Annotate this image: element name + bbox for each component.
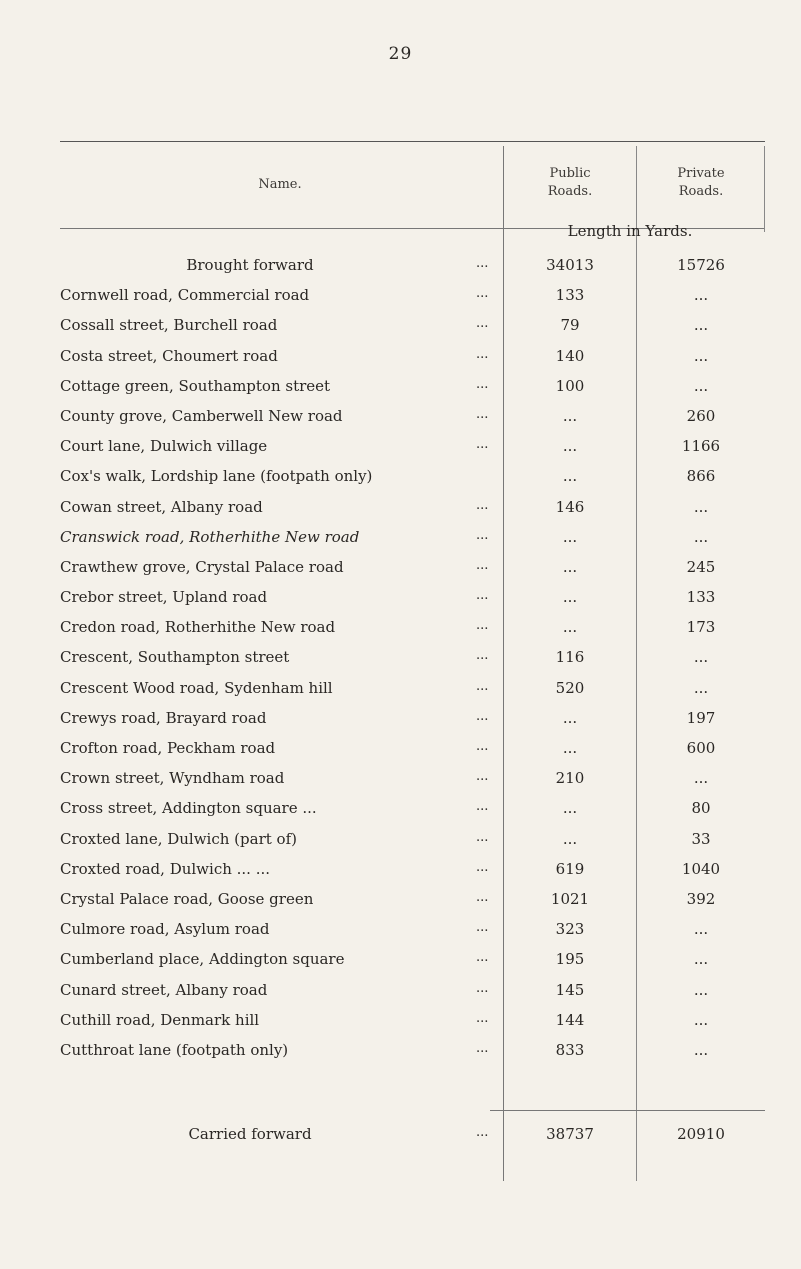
carried-forward-label: Carried forward [188, 1125, 312, 1143]
private-value: ... [693, 648, 709, 667]
table-row [0, 977, 801, 1007]
table-row [0, 946, 801, 976]
public-roads-header [505, 165, 635, 201]
road-name: Court lane, Dulwich village [60, 437, 268, 456]
private-header-line1: Private [677, 166, 725, 181]
road-name: Cossall street, Burchell road [60, 316, 278, 335]
table-row [0, 463, 801, 493]
road-name: Crofton road, Peckham road [60, 739, 276, 757]
table-row [0, 916, 801, 946]
leader-dots: ... [476, 980, 489, 996]
private-value: ... [693, 678, 709, 697]
road-name: Cumberland place, Addington square [60, 950, 345, 969]
table-row [0, 252, 801, 282]
private-value: 80 [691, 799, 711, 818]
leader-dots: ... [476, 256, 489, 271]
private-value: ... [693, 497, 709, 516]
leader-dots: ... [476, 557, 489, 573]
table-row [0, 1007, 801, 1037]
road-name: Crystal Palace road, Goose green [60, 889, 314, 908]
public-value: 210 [555, 769, 585, 788]
road-name: Cross street, Addington square ... [60, 799, 317, 818]
public-value: 116 [555, 648, 585, 667]
leader-dots: ... [476, 950, 489, 966]
road-name: Cox's walk, Lordship lane (footpath only) [60, 467, 373, 486]
road-name: Cornwell road, Commercial road [60, 286, 310, 305]
table-row [0, 373, 801, 403]
road-name: Cranswick road, Rotherhithe New road [60, 527, 360, 546]
public-value: ... [562, 829, 578, 848]
road-name: Cowan street, Albany road [60, 497, 263, 516]
road-name: Costa street, Choumert road [60, 346, 278, 365]
private-value: 866 [686, 467, 716, 486]
private-value: ... [693, 1010, 709, 1029]
table-row [0, 675, 801, 705]
leader-dots: ... [476, 799, 489, 815]
private-value: 392 [686, 889, 716, 908]
road-name: Croxted lane, Dulwich (part of) [60, 829, 297, 848]
public-value: ... [562, 406, 578, 425]
private-value: 133 [686, 588, 716, 607]
private-value: ... [693, 950, 709, 969]
private-header-line2: Roads. [678, 184, 724, 199]
road-name: County grove, Camberwell New road [60, 406, 343, 425]
leader-dots: ... [476, 316, 489, 332]
table-row [0, 312, 801, 342]
leader-dots: ... [476, 1125, 489, 1140]
public-value: 100 [555, 376, 585, 395]
private-value: ... [693, 376, 709, 395]
road-name: Cuthill road, Denmark hill [60, 1010, 260, 1029]
private-value: 245 [686, 557, 716, 576]
carried-forward-row [0, 1125, 801, 1155]
public-value: 34013 [546, 256, 594, 274]
name-column-header: Name. [258, 177, 302, 192]
leader-dots: ... [476, 437, 489, 453]
public-value: ... [562, 527, 578, 546]
leader-dots: ... [476, 618, 489, 634]
table-row [0, 554, 801, 584]
public-value: 146 [555, 497, 585, 516]
public-value: 195 [555, 950, 585, 969]
road-name: Crown street, Wyndham road [60, 769, 285, 788]
public-value: 619 [555, 859, 585, 878]
leader-dots: ... [476, 859, 489, 875]
road-name: Credon road, Rotherhithe New road [60, 618, 336, 637]
leader-dots: ... [476, 527, 489, 543]
public-value: ... [562, 618, 578, 637]
leader-dots: ... [476, 678, 489, 694]
private-value: ... [693, 286, 709, 305]
leader-dots: ... [476, 406, 489, 422]
road-name: Cunard street, Albany road [60, 980, 268, 999]
public-value: 1021 [550, 889, 590, 908]
road-name: Crebor street, Upland road [60, 588, 268, 607]
leader-dots: ... [476, 708, 489, 724]
private-value: 197 [686, 708, 716, 727]
leader-dots: ... [476, 286, 489, 302]
private-value: ... [693, 769, 709, 788]
table-row [0, 735, 801, 765]
leader-dots: ... [476, 1010, 489, 1026]
public-value: 79 [560, 316, 580, 335]
leader-dots: ... [476, 1040, 489, 1056]
public-value: ... [562, 799, 578, 818]
road-name: Culmore road, Asylum road [60, 920, 270, 939]
length-in-yards-label: Length in Yards. [567, 222, 693, 240]
private-value: 15726 [677, 256, 725, 274]
public-value: ... [562, 739, 578, 757]
table-row [0, 856, 801, 886]
table-row [0, 644, 801, 674]
carried-forward-public: 38737 [546, 1125, 594, 1143]
road-name: Crescent Wood road, Sydenham hill [60, 678, 333, 697]
leader-dots: ... [476, 497, 489, 513]
private-value: 1166 [681, 437, 721, 456]
carried-forward-private: 20910 [677, 1125, 725, 1143]
private-value: 173 [686, 618, 716, 637]
road-table-body [0, 252, 801, 1067]
road-name: Cutthroat lane (footpath only) [60, 1040, 289, 1059]
private-value: ... [693, 527, 709, 546]
private-value: 1040 [681, 859, 721, 878]
table-row [0, 886, 801, 916]
public-header-line1: Public [549, 166, 591, 181]
table-row [0, 765, 801, 795]
leader-dots: ... [476, 588, 489, 604]
private-value: ... [693, 346, 709, 365]
table-top-rule [60, 141, 765, 142]
road-name: Crawthew grove, Crystal Palace road [60, 557, 344, 576]
public-value: 833 [555, 1040, 585, 1059]
leader-dots: ... [476, 829, 489, 845]
private-value: ... [693, 980, 709, 999]
road-name: Croxted road, Dulwich ... ... [60, 859, 271, 878]
table-row [0, 826, 801, 856]
public-value: ... [562, 437, 578, 456]
road-name: Brought forward [186, 256, 314, 274]
public-value: ... [562, 467, 578, 486]
public-header-line2: Roads. [547, 184, 593, 199]
table-row [0, 614, 801, 644]
public-value: 133 [555, 286, 585, 305]
road-name: Cottage green, Southampton street [60, 376, 331, 395]
leader-dots: ... [476, 739, 489, 754]
road-name: Crescent, Southampton street [60, 648, 290, 667]
table-row [0, 343, 801, 373]
table-row [0, 403, 801, 433]
table-row [0, 524, 801, 554]
table-row [0, 705, 801, 735]
private-value: 600 [686, 739, 716, 757]
public-value: ... [562, 588, 578, 607]
public-value: 140 [555, 346, 585, 365]
table-row [0, 1037, 801, 1067]
public-value: 520 [555, 678, 585, 697]
private-value: ... [693, 1040, 709, 1059]
private-value: ... [693, 316, 709, 335]
page-number: 29 [388, 44, 413, 64]
public-value: 323 [555, 920, 585, 939]
table-row [0, 433, 801, 463]
table-row [0, 795, 801, 825]
road-name: Crewys road, Brayard road [60, 708, 267, 727]
public-value: ... [562, 557, 578, 576]
private-value: 33 [691, 829, 711, 848]
table-row [0, 494, 801, 524]
leader-dots: ... [476, 346, 489, 362]
public-value: 145 [555, 980, 585, 999]
table-row [0, 282, 801, 312]
private-roads-header [637, 165, 765, 201]
totals-rule [490, 1110, 765, 1111]
public-value: 144 [555, 1010, 585, 1029]
public-value: ... [562, 708, 578, 727]
leader-dots: ... [476, 648, 489, 664]
private-value: 260 [686, 406, 716, 425]
private-value: ... [693, 920, 709, 939]
leader-dots: ... [476, 889, 489, 905]
leader-dots: ... [476, 769, 489, 785]
table-row [0, 584, 801, 614]
leader-dots: ... [476, 376, 489, 392]
leader-dots: ... [476, 920, 489, 936]
